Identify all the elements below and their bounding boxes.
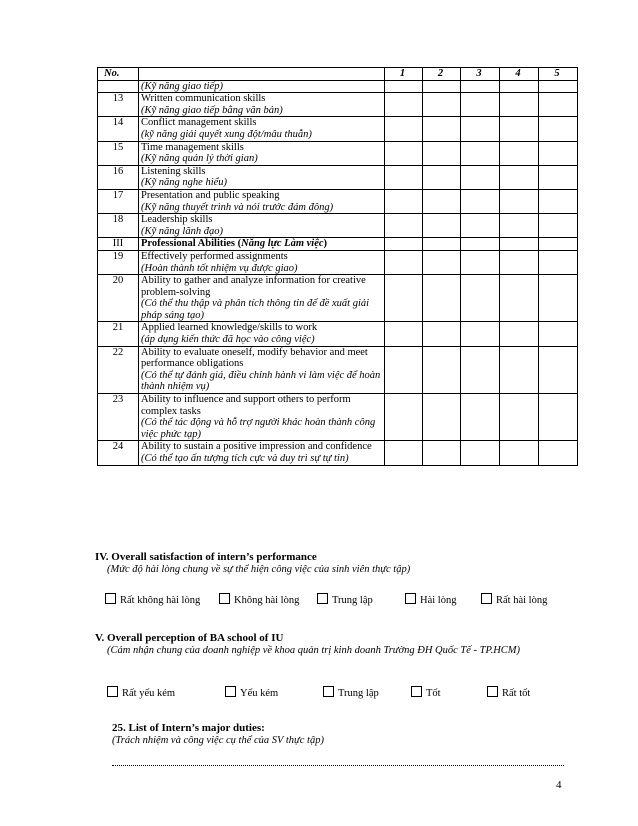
criterion-vietnamese: (Kỹ năng nghe hiểu) (141, 177, 228, 189)
score-cell-4[interactable] (500, 441, 539, 465)
score-cell-2 (423, 238, 461, 251)
criterion-english: Time management skills (141, 141, 244, 153)
criterion-cell (139, 141, 385, 165)
score-cell-3[interactable] (461, 93, 500, 117)
criterion-vietnamese: (Kỹ năng thuyết trình và nói trước đám đông) (141, 201, 334, 213)
score-cell-4[interactable] (500, 275, 539, 322)
score-cell-5[interactable] (539, 441, 578, 465)
score-cell-1[interactable] (385, 141, 423, 165)
score-cell-2[interactable] (423, 275, 461, 322)
row-number: 23 (98, 394, 139, 441)
option-very-dissatisfied[interactable]: Rất không hài lòng (105, 593, 223, 608)
criterion-vietnamese: (Kỹ năng giao tiếp bằng văn bản) (141, 104, 283, 116)
score-cell-5[interactable] (539, 394, 578, 441)
criterion-vietnamese: (Có thể tự đánh giá, điều chỉnh hành vi làm việc để hoàn thành nhiệm vụ) (141, 369, 381, 393)
criterion-cell (139, 165, 385, 189)
score-cell-3[interactable] (461, 117, 500, 141)
table-row (98, 141, 578, 165)
criterion-vietnamese: (Có thể tạo ấn tượng tích cực và duy trì sự tự tin) (141, 453, 349, 464)
table-row (98, 394, 578, 441)
score-cell-1[interactable] (385, 250, 423, 274)
row-number: 14 (98, 117, 139, 141)
score-cell-3[interactable] (461, 141, 500, 165)
criterion-cell (139, 189, 385, 213)
perception-options (95, 686, 565, 714)
score-cell-2[interactable] (423, 346, 461, 393)
table-row (98, 189, 578, 213)
option-satisfied[interactable]: Hài lòng (405, 593, 456, 606)
criterion-english: Ability to influence and support others to perform complex tasks (141, 394, 351, 417)
header-score-2: 2 (423, 68, 461, 81)
criterion-vietnamese: (Kỹ năng quản lý thời gian) (141, 153, 258, 165)
score-cell-1[interactable] (385, 117, 423, 141)
score-cell-5[interactable] (539, 250, 578, 274)
option-neutral[interactable]: Trung lập (317, 593, 373, 606)
criterion-english: Listening skills (141, 165, 206, 177)
row-number: 24 (98, 441, 139, 465)
score-cell-3[interactable] (461, 275, 500, 322)
score-cell-1[interactable] (385, 275, 423, 322)
score-cell-3[interactable] (461, 394, 500, 441)
score-cell-2[interactable] (423, 165, 461, 189)
score-cell-3[interactable] (461, 80, 500, 93)
score-cell-5[interactable] (539, 141, 578, 165)
criterion-cell (139, 250, 385, 274)
score-cell-3 (461, 238, 500, 251)
table-row (98, 165, 578, 189)
score-cell-2[interactable] (423, 93, 461, 117)
row-number: 17 (98, 189, 139, 213)
score-cell-5[interactable] (539, 275, 578, 322)
criterion-english: Ability to evaluate oneself, modify behavior and meet performance obligations (141, 346, 368, 370)
score-cell-2[interactable] (423, 441, 461, 465)
row-number: 19 (98, 250, 139, 274)
score-cell-5[interactable] (539, 322, 578, 346)
table-row (98, 441, 578, 465)
section-title: IV. Overall satisfaction of intern’s performance (95, 551, 317, 563)
section-title: V. Overall perception of BA school of IU (95, 632, 284, 644)
score-cell-4[interactable] (500, 141, 539, 165)
checkbox[interactable] (323, 686, 334, 697)
duties-subtitle: (Trách nhiệm và công việc cụ thể của SV thực tập) (112, 735, 324, 746)
score-cell-1[interactable] (385, 394, 423, 441)
criterion-english: Presentation and public speaking (141, 189, 280, 201)
section-satisfaction (95, 551, 565, 606)
score-cell-1[interactable] (385, 441, 423, 465)
score-cell-3[interactable] (461, 250, 500, 274)
table-row (98, 322, 578, 346)
row-number: 22 (98, 346, 139, 393)
criterion-english: Written communication skills (141, 93, 266, 105)
score-cell-2[interactable] (423, 322, 461, 346)
section-subtitle: (Mức độ hài lòng chung về sự thể hiện công việc của sinh viên thực tập) (107, 564, 411, 575)
score-cell-4[interactable] (500, 214, 539, 238)
score-cell-2[interactable] (423, 250, 461, 274)
score-cell-1 (385, 238, 423, 251)
section-subtitle: (Cảm nhận chung của doanh nghiệp về khoa quản trị kinh doanh Trường ĐH Quốc Tế - TP.HCM) (107, 645, 521, 656)
table-row (98, 346, 578, 393)
section-label: Professional Abilities (Năng lực Làm việc) (141, 238, 328, 250)
score-cell-4[interactable] (500, 117, 539, 141)
score-cell-4[interactable] (500, 80, 539, 93)
checkbox[interactable] (317, 593, 328, 604)
duties-title: 25. List of Intern’s major duties: (112, 722, 265, 734)
score-cell-1[interactable] (385, 189, 423, 213)
checkbox[interactable] (411, 686, 422, 697)
header-score-5: 5 (539, 68, 578, 81)
option-poor[interactable]: Yếu kém (225, 686, 278, 699)
header-no: No. (98, 68, 139, 81)
table-row (98, 93, 578, 117)
score-cell-4[interactable] (500, 322, 539, 346)
score-cell-3[interactable] (461, 189, 500, 213)
checkbox[interactable] (405, 593, 416, 604)
score-cell-2[interactable] (423, 80, 461, 93)
option-very-poor[interactable]: Rất yếu kém (107, 686, 175, 699)
criterion-cell (139, 117, 385, 141)
score-cell-5[interactable] (539, 165, 578, 189)
row-number (98, 80, 139, 93)
score-cell-3[interactable] (461, 214, 500, 238)
score-cell-4[interactable] (500, 394, 539, 441)
page-number: 4 (556, 779, 562, 791)
criterion-vietnamese: (Có thể tác động và hỗ trợ người khác hoàn thành công việc phức tạp) (141, 417, 376, 440)
score-cell-4[interactable] (500, 93, 539, 117)
criterion-vietnamese: (Kỹ năng giao tiếp) (141, 80, 223, 92)
option-dissatisfied[interactable]: Không hài lòng (219, 593, 299, 606)
score-cell-1[interactable] (385, 80, 423, 93)
table-row (98, 80, 578, 93)
header-score-4: 4 (500, 68, 539, 81)
score-cell-5[interactable] (539, 189, 578, 213)
score-cell-5 (539, 238, 578, 251)
score-cell-5[interactable] (539, 117, 578, 141)
score-cell-4[interactable] (500, 250, 539, 274)
criterion-vietnamese: (áp dụng kiến thức đã học vào công việc) (141, 334, 315, 346)
section-duties (112, 722, 582, 747)
table-row (98, 214, 578, 238)
row-number: III (98, 238, 139, 251)
evaluation-table (97, 67, 578, 466)
score-cell-5[interactable] (539, 80, 578, 93)
score-cell-2[interactable] (423, 141, 461, 165)
score-cell-1[interactable] (385, 165, 423, 189)
score-cell-1[interactable] (385, 93, 423, 117)
criterion-cell (139, 346, 385, 393)
criterion-cell (139, 80, 385, 93)
row-number: 15 (98, 141, 139, 165)
table-row (98, 250, 578, 274)
option-very-satisfied[interactable]: Rất hài lòng (481, 593, 547, 606)
criterion-cell (139, 322, 385, 346)
row-number: 20 (98, 275, 139, 322)
score-cell-1[interactable] (385, 322, 423, 346)
header-score-3: 3 (461, 68, 500, 81)
criterion-english: Conflict management skills (141, 117, 257, 129)
score-cell-1[interactable] (385, 214, 423, 238)
criterion-english: Leadership skills (141, 214, 213, 226)
header-criteria (139, 68, 385, 81)
table-row (98, 117, 578, 141)
header-score-1: 1 (385, 68, 423, 81)
criterion-vietnamese: (Có thể thu thập và phân tích thông tin để đề xuất giải pháp sáng tạo) (141, 298, 370, 321)
row-number: 18 (98, 214, 139, 238)
row-number: 16 (98, 165, 139, 189)
score-cell-2[interactable] (423, 189, 461, 213)
score-cell-3[interactable] (461, 441, 500, 465)
criterion-cell (139, 441, 385, 465)
criterion-vietnamese: (Kỹ năng lãnh đạo) (141, 225, 223, 237)
score-cell-5[interactable] (539, 93, 578, 117)
criterion-cell (139, 394, 385, 441)
score-cell-4[interactable] (500, 165, 539, 189)
section-row (98, 238, 578, 251)
section-perception (95, 632, 565, 699)
checkbox[interactable] (107, 686, 118, 697)
score-cell-2[interactable] (423, 394, 461, 441)
row-number: 13 (98, 93, 139, 117)
criterion-vietnamese: (Hoàn thành tốt nhiệm vụ được giao) (141, 262, 298, 274)
score-cell-4[interactable] (500, 189, 539, 213)
option-good[interactable]: Tốt (411, 686, 441, 699)
checkbox[interactable] (105, 593, 116, 604)
criterion-cell (139, 93, 385, 117)
score-cell-3[interactable] (461, 346, 500, 393)
checkbox[interactable] (225, 686, 236, 697)
score-cell-2[interactable] (423, 214, 461, 238)
score-cell-1[interactable] (385, 346, 423, 393)
table-header-row (98, 68, 578, 81)
score-cell-4 (500, 238, 539, 251)
criterion-english: Ability to sustain a positive impression and confidence (141, 441, 372, 453)
option-neutral[interactable]: Trung lập (323, 686, 379, 699)
criterion-cell (139, 275, 385, 322)
criterion-english: Applied learned knowledge/skills to work (141, 322, 318, 334)
table-row (98, 275, 578, 322)
criterion-vietnamese: (kỹ năng giải quyết xung đột/mâu thuẫn) (141, 128, 312, 140)
checkbox[interactable] (487, 686, 498, 697)
score-cell-2[interactable] (423, 117, 461, 141)
duties-answer-line[interactable] (112, 765, 564, 766)
score-cell-4[interactable] (500, 346, 539, 393)
option-very-good[interactable]: Rất tốt (487, 686, 530, 699)
score-cell-3[interactable] (461, 322, 500, 346)
checkbox[interactable] (219, 593, 230, 604)
score-cell-3[interactable] (461, 165, 500, 189)
criterion-english: Effectively performed assignments (141, 250, 288, 262)
score-cell-5[interactable] (539, 214, 578, 238)
row-number: 21 (98, 322, 139, 346)
criterion-cell (139, 214, 385, 238)
score-cell-5[interactable] (539, 346, 578, 393)
checkbox[interactable] (481, 593, 492, 604)
criterion-cell (139, 238, 385, 251)
satisfaction-options (95, 593, 565, 621)
criterion-english: Ability to gather and analyze information for creative problem-solving (141, 275, 366, 298)
